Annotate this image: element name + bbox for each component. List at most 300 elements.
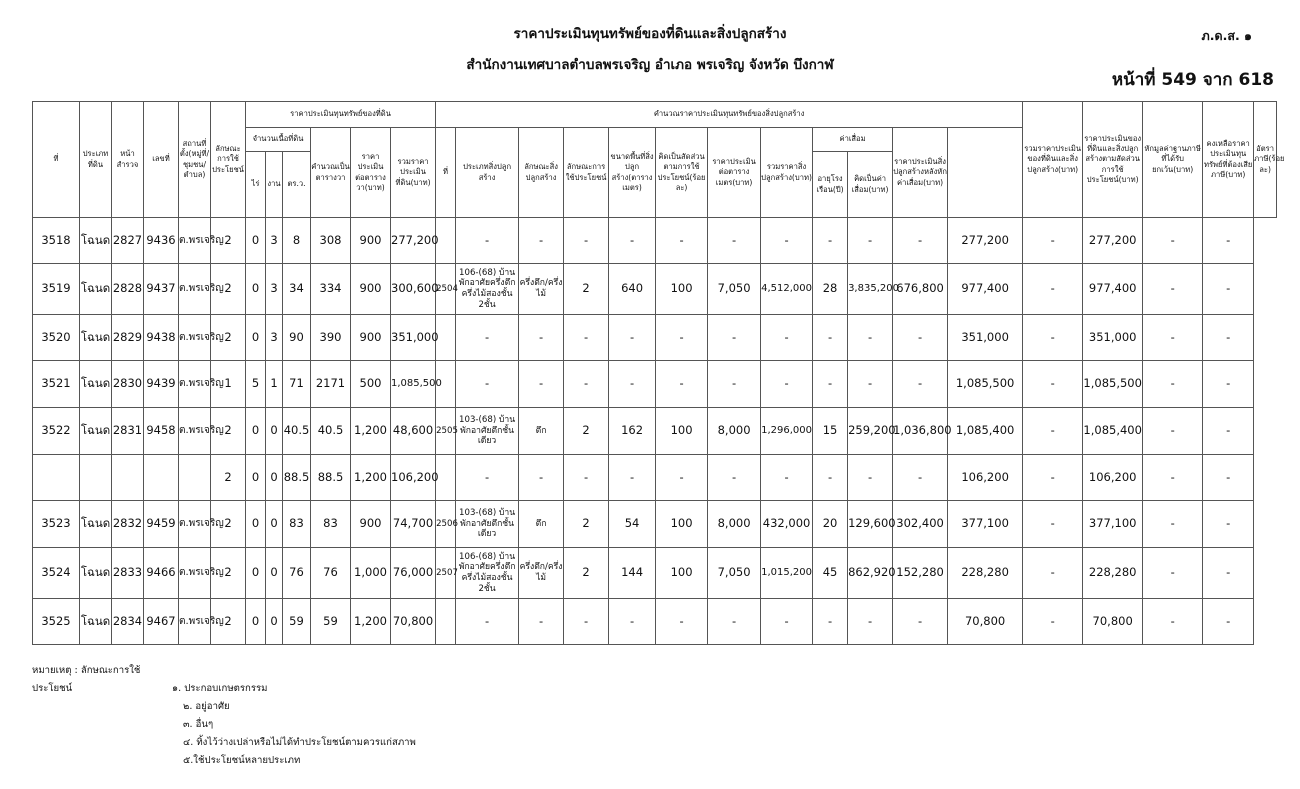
cell-deduction: 1,085,400: [1083, 408, 1143, 455]
cell-remaining: -: [1143, 408, 1203, 455]
cell-rai: 0: [246, 455, 266, 501]
cell-remaining: -: [1143, 455, 1203, 501]
cell-b-usage: 2: [564, 501, 609, 548]
cell-rai: 0: [246, 315, 266, 361]
cell-survey: 2830: [112, 361, 144, 408]
cell-total-all: 377,100: [948, 501, 1023, 548]
cell-b-total: -: [761, 599, 813, 645]
cell-b-ratio: -: [656, 599, 708, 645]
cell-wa: 71: [283, 361, 311, 408]
cell-proportion: -: [1023, 548, 1083, 599]
cell-b-style: -: [519, 315, 564, 361]
note-item: ๑. ประกอบเกษตรกรรม: [172, 683, 268, 694]
cell-b-usage: 2: [564, 264, 609, 315]
cell-total-all: 228,280: [948, 548, 1023, 599]
cell-proportion: -: [1023, 218, 1083, 264]
col-no-header: ที่: [33, 102, 80, 218]
cell-total-all: 977,400: [948, 264, 1023, 315]
cell-no: 3524: [33, 548, 80, 599]
cell-b-usage: -: [564, 599, 609, 645]
cell-b-style: -: [519, 599, 564, 645]
cell-deduction: 977,400: [1083, 264, 1143, 315]
table-row: [33, 218, 1277, 264]
cell-b-size: 640: [609, 264, 656, 315]
cell-b-ratio: -: [656, 361, 708, 408]
cell-price: 1,000: [351, 548, 391, 599]
col-deduction-header: หักมูลค่าฐานภาษีที่ได้รับยกเว้น(บาท): [1143, 102, 1203, 218]
cell-land-total: 48,600: [391, 408, 436, 455]
cell-b-size: -: [609, 315, 656, 361]
cell-b-no: 2505: [436, 408, 456, 455]
col-after-dep-header: ราคาประเมินสิ่งปลูกสร้างหลังหักค่าเสื่อม(บาท): [893, 128, 948, 218]
cell-b-style: -: [519, 218, 564, 264]
cell-after-dep: -: [893, 361, 948, 408]
cell-land-type: โฉนด: [80, 408, 112, 455]
cell-b-total: -: [761, 315, 813, 361]
cell-proportion: -: [1023, 599, 1083, 645]
cell-dep: 259,200: [848, 408, 893, 455]
cell-number: [144, 455, 179, 501]
cell-age: -: [813, 455, 848, 501]
cell-ngan: 0: [266, 408, 283, 455]
cell-proportion: -: [1023, 408, 1083, 455]
col-b-size-header: ขนาดพื้นที่สิ่งปลูกสร้าง(ตารางเมตร): [609, 128, 656, 218]
cell-deduction: 106,200: [1083, 455, 1143, 501]
cell-location: ต.พรเจริญ: [179, 408, 211, 455]
cell-proportion: -: [1023, 361, 1083, 408]
cell-tax: -: [1203, 455, 1254, 501]
assessment-table: [32, 101, 1285, 645]
cell-dep: -: [848, 218, 893, 264]
cell-dep: 862,920: [848, 548, 893, 599]
col-building-type-header: ประเภทสิ่งปลูกสร้าง: [456, 128, 519, 218]
col-land-total-header: รวมราคาประเมินที่ดิน(บาท): [391, 128, 436, 218]
cell-tax: -: [1203, 218, 1254, 264]
note-item: ๕.ใช้ประโยชน์หลายประเภท: [183, 755, 301, 766]
cell-proportion: -: [1023, 315, 1083, 361]
cell-rai: 0: [246, 599, 266, 645]
table-row: [33, 315, 1277, 361]
cell-b-usage: -: [564, 361, 609, 408]
cell-b-size: 54: [609, 501, 656, 548]
cell-after-dep: -: [893, 599, 948, 645]
cell-ngan: 0: [266, 455, 283, 501]
cell-deduction: 1,085,500: [1083, 361, 1143, 408]
col-tax-rate-header: อัตราภาษี(ร้อยละ): [1254, 102, 1277, 218]
table-row: [33, 361, 1277, 408]
cell-b-no: 2504: [436, 264, 456, 315]
cell-land-type: โฉนด: [80, 501, 112, 548]
group-depreciation-header: ค่าเสื่อม: [813, 128, 893, 152]
table-row: [33, 501, 1277, 548]
cell-survey: 2829: [112, 315, 144, 361]
cell-b-size: 144: [609, 548, 656, 599]
cell-number: 9438: [144, 315, 179, 361]
cell-no: 3521: [33, 361, 80, 408]
cell-land-type: โฉนด: [80, 548, 112, 599]
cell-deduction: 70,800: [1083, 599, 1143, 645]
cell-wa: 88.5: [283, 455, 311, 501]
cell-after-dep: -: [893, 218, 948, 264]
cell-land-type: โฉนด: [80, 218, 112, 264]
cell-no: 3519: [33, 264, 80, 315]
cell-usage: 1: [211, 361, 246, 408]
cell-ngan: 3: [266, 218, 283, 264]
note-item: ๒. อยู่อาศัย: [183, 701, 230, 712]
cell-wa: 76: [283, 548, 311, 599]
cell-location: ต.พรเจริญ: [179, 501, 211, 548]
cell-age: 45: [813, 548, 848, 599]
cell-calc: 83: [311, 501, 351, 548]
cell-remaining: -: [1143, 218, 1203, 264]
cell-b-price: -: [708, 361, 761, 408]
cell-ngan: 0: [266, 548, 283, 599]
cell-b-ratio: 100: [656, 501, 708, 548]
cell-age: -: [813, 599, 848, 645]
cell-age: 15: [813, 408, 848, 455]
cell-b-price: -: [708, 455, 761, 501]
cell-b-type: -: [456, 455, 519, 501]
cell-calc: 59: [311, 599, 351, 645]
cell-calc: 2171: [311, 361, 351, 408]
cell-age: -: [813, 315, 848, 361]
cell-wa: 40.5: [283, 408, 311, 455]
cell-b-style: ครึ่งตึก/ครึ่งไม้: [519, 548, 564, 599]
cell-land-total: 300,600: [391, 264, 436, 315]
cell-dep: -: [848, 315, 893, 361]
cell-land-type: โฉนด: [80, 361, 112, 408]
cell-number: 9458: [144, 408, 179, 455]
col-remaining-header: คงเหลือราคาประเมินทุนทรัพย์ที่ต้องเสียภาษี(บาท): [1203, 102, 1254, 218]
cell-usage: 2: [211, 315, 246, 361]
cell-number: 9459: [144, 501, 179, 548]
cell-dep: -: [848, 455, 893, 501]
cell-no: 3525: [33, 599, 80, 645]
col-b-no-header: ที่: [436, 128, 456, 218]
cell-after-dep: 676,800: [893, 264, 948, 315]
cell-tax: -: [1203, 548, 1254, 599]
cell-b-size: -: [609, 218, 656, 264]
cell-b-style: -: [519, 455, 564, 501]
cell-land-total: 106,200: [391, 455, 436, 501]
cell-rai: 0: [246, 501, 266, 548]
col-rai-header: ไร่: [246, 152, 266, 218]
col-location-header: สถานที่ตั้ง(หมู่ที่/ชุมชน/ตำบล): [179, 102, 211, 218]
cell-land-type: โฉนด: [80, 599, 112, 645]
cell-survey: 2833: [112, 548, 144, 599]
cell-survey: 2832: [112, 501, 144, 548]
col-land-type-header: ประเภทที่ดิน: [80, 102, 112, 218]
cell-rai: 0: [246, 408, 266, 455]
cell-calc: 390: [311, 315, 351, 361]
col-price-sqwa-header: ราคาประเมินต่อตารางวา(บาท): [351, 128, 391, 218]
cell-b-total: 1,015,200: [761, 548, 813, 599]
cell-number: 9436: [144, 218, 179, 264]
form-code: ภ.ด.ส. ๑: [1201, 28, 1252, 43]
cell-location: ต.พรเจริญ: [179, 361, 211, 408]
cell-ngan: 0: [266, 501, 283, 548]
cell-b-type: -: [456, 315, 519, 361]
cell-b-size: 162: [609, 408, 656, 455]
cell-calc: 88.5: [311, 455, 351, 501]
cell-land-total: 351,000: [391, 315, 436, 361]
cell-land-total: 74,700: [391, 501, 436, 548]
cell-wa: 83: [283, 501, 311, 548]
cell-b-usage: -: [564, 218, 609, 264]
cell-price: 1,200: [351, 599, 391, 645]
col-building-style-header: ลักษณะสิ่งปลูกสร้าง: [519, 128, 564, 218]
cell-b-type: 106-(68) บ้านพักอาศัยครึ่งตึกครึ่งไม้สองชั้น 2ชั้น: [456, 264, 519, 315]
cell-b-size: -: [609, 455, 656, 501]
cell-b-no: [436, 218, 456, 264]
table-row: [33, 599, 1277, 645]
cell-wa: 90: [283, 315, 311, 361]
cell-b-total: 4,512,000: [761, 264, 813, 315]
cell-b-price: 8,000: [708, 408, 761, 455]
cell-b-usage: 2: [564, 548, 609, 599]
cell-b-type: 103-(68) บ้านพักอาศัยตึกชั้นเดียว: [456, 408, 519, 455]
cell-total-all: 70,800: [948, 599, 1023, 645]
cell-price: 1,200: [351, 455, 391, 501]
cell-calc: 40.5: [311, 408, 351, 455]
cell-survey: 2834: [112, 599, 144, 645]
cell-location: ต.พรเจริญ: [179, 264, 211, 315]
cell-age: -: [813, 361, 848, 408]
cell-b-no: [436, 599, 456, 645]
col-proportion-header: ราคาประเมินของที่ดินและสิ่งปลูกสร้างตามสัดส่วนการใช้ประโยชน์(บาท): [1083, 102, 1143, 218]
cell-b-style: ครึ่งตึก/ครึ่งไม้: [519, 264, 564, 315]
cell-remaining: -: [1143, 264, 1203, 315]
cell-b-ratio: -: [656, 315, 708, 361]
cell-number: 9439: [144, 361, 179, 408]
group-building-header: คำนวณราคาประเมินทุนทรัพย์ของสิ่งปลูกสร้าง: [436, 102, 1023, 128]
cell-b-no: [436, 455, 456, 501]
cell-number: 9466: [144, 548, 179, 599]
cell-survey: 2828: [112, 264, 144, 315]
cell-b-total: -: [761, 455, 813, 501]
cell-usage: 2: [211, 455, 246, 501]
cell-location: ต.พรเจริญ: [179, 218, 211, 264]
note-item: ๔. ทิ้งไว้ว่างเปล่าหรือไม่ได้ทำประโยชน์ตามควรแก่สภาพ: [183, 737, 416, 748]
cell-b-price: -: [708, 218, 761, 264]
cell-after-dep: 302,400: [893, 501, 948, 548]
cell-total-all: 277,200: [948, 218, 1023, 264]
col-b-ratio-header: คิดเป็นสัดส่วนตามการใช้ประโยชน์(ร้อยละ): [656, 128, 708, 218]
cell-wa: 59: [283, 599, 311, 645]
cell-proportion: -: [1023, 455, 1083, 501]
cell-calc: 76: [311, 548, 351, 599]
col-b-price-header: ราคาประเมินต่อตารางเมตร(บาท): [708, 128, 761, 218]
cell-b-total: 1,296,000: [761, 408, 813, 455]
cell-b-price: -: [708, 599, 761, 645]
cell-number: 9467: [144, 599, 179, 645]
col-number-header: เลขที่: [144, 102, 179, 218]
col-ngan-header: งาน: [266, 152, 283, 218]
cell-price: 500: [351, 361, 391, 408]
cell-remaining: -: [1143, 315, 1203, 361]
cell-land-total: 70,800: [391, 599, 436, 645]
cell-b-price: 7,050: [708, 264, 761, 315]
group-land-header: ราคาประเมินทุนทรัพย์ของที่ดิน: [246, 102, 436, 128]
cell-b-size: -: [609, 599, 656, 645]
col-usage-header: ลักษณะการใช้ประโยชน์: [211, 102, 246, 218]
cell-age: -: [813, 218, 848, 264]
cell-b-no: [436, 315, 456, 361]
cell-location: ต.พรเจริญ: [179, 315, 211, 361]
cell-b-type: 103-(68) บ้านพักอาศัยตึกชั้นเดียว: [456, 501, 519, 548]
cell-deduction: 228,280: [1083, 548, 1143, 599]
cell-tax: -: [1203, 599, 1254, 645]
col-total-all-header: รวมราคาประเมินของที่ดินและสิ่งปลูกสร้าง(บาท): [1023, 102, 1083, 218]
cell-proportion: -: [1023, 501, 1083, 548]
cell-age: 20: [813, 501, 848, 548]
cell-deduction: 377,100: [1083, 501, 1143, 548]
col-b-total-header: รวมราคาสิ่งปลูกสร้าง(บาท): [761, 128, 813, 218]
cell-rai: 0: [246, 264, 266, 315]
cell-remaining: -: [1143, 599, 1203, 645]
cell-after-dep: -: [893, 455, 948, 501]
cell-land-type: โฉนด: [80, 315, 112, 361]
cell-b-total: -: [761, 218, 813, 264]
page-info: หน้าที่ 549 จาก 618: [1111, 70, 1274, 90]
col-age-header: อายุโรงเรือน(ปี): [813, 152, 848, 218]
notes-label: หมายเหตุ : ลักษณะการใช้ประโยชน์: [32, 665, 141, 694]
cell-b-ratio: -: [656, 218, 708, 264]
group-area-header: จำนวนเนื้อที่ดิน: [246, 128, 311, 152]
col-calc-sqwa-header: คำนวณเป็นตารางวา: [311, 128, 351, 218]
cell-b-type: -: [456, 599, 519, 645]
cell-land-total: 76,000: [391, 548, 436, 599]
table-row: [33, 548, 1277, 599]
cell-b-type: 106-(68) บ้านพักอาศัยครึ่งตึกครึ่งไม้สองชั้น 2ชั้น: [456, 548, 519, 599]
cell-no: 3523: [33, 501, 80, 548]
table-row: [33, 408, 1277, 455]
notes-section: [32, 662, 416, 770]
note-item: ๓. อื่นๆ: [183, 719, 214, 730]
cell-usage: 2: [211, 408, 246, 455]
cell-price: 900: [351, 315, 391, 361]
cell-rai: 0: [246, 548, 266, 599]
col-survey-page-header: หน้าสำรวจ: [112, 102, 144, 218]
cell-rai: 5: [246, 361, 266, 408]
cell-after-dep: 152,280: [893, 548, 948, 599]
cell-rai: 0: [246, 218, 266, 264]
cell-proportion: -: [1023, 264, 1083, 315]
document-subtitle: สำนักงานเทศบาลตำบลพรเจริญ อำเภอ พรเจริญ จังหวัด บึงกาฬ: [466, 57, 834, 73]
cell-dep: 129,600: [848, 501, 893, 548]
col-wa-header: ตร.ว.: [283, 152, 311, 218]
table-row: [33, 455, 1277, 501]
cell-remaining: -: [1143, 501, 1203, 548]
cell-b-type: -: [456, 361, 519, 408]
cell-ngan: 3: [266, 315, 283, 361]
cell-b-ratio: 100: [656, 264, 708, 315]
table-row: [33, 264, 1277, 315]
cell-total-all: 1,085,500: [948, 361, 1023, 408]
cell-b-usage: -: [564, 455, 609, 501]
cell-price: 900: [351, 264, 391, 315]
cell-land-total: 1,085,500: [391, 361, 436, 408]
cell-total-all: 106,200: [948, 455, 1023, 501]
cell-b-no: 2507: [436, 548, 456, 599]
cell-b-ratio: 100: [656, 548, 708, 599]
cell-total-all: 1,085,400: [948, 408, 1023, 455]
cell-price: 900: [351, 501, 391, 548]
cell-b-style: -: [519, 361, 564, 408]
cell-b-price: 7,050: [708, 548, 761, 599]
cell-b-total: 432,000: [761, 501, 813, 548]
cell-b-ratio: -: [656, 455, 708, 501]
cell-calc: 334: [311, 264, 351, 315]
cell-no: [33, 455, 80, 501]
cell-tax: -: [1203, 408, 1254, 455]
cell-b-usage: 2: [564, 408, 609, 455]
cell-b-type: -: [456, 218, 519, 264]
document-title: ราคาประเมินทุนทรัพย์ของที่ดินและสิ่งปลูกสร้าง: [513, 26, 787, 42]
cell-b-no: 2506: [436, 501, 456, 548]
cell-location: ต.พรเจริญ: [179, 548, 211, 599]
col-b-usage-header: ลักษณะการใช้ประโยชน์: [564, 128, 609, 218]
cell-remaining: -: [1143, 361, 1203, 408]
cell-ngan: 1: [266, 361, 283, 408]
cell-no: 3518: [33, 218, 80, 264]
cell-price: 900: [351, 218, 391, 264]
cell-no: 3522: [33, 408, 80, 455]
cell-usage: 2: [211, 264, 246, 315]
cell-price: 1,200: [351, 408, 391, 455]
cell-wa: 34: [283, 264, 311, 315]
cell-b-price: 8,000: [708, 501, 761, 548]
cell-deduction: 277,200: [1083, 218, 1143, 264]
cell-b-style: ตึก: [519, 408, 564, 455]
cell-wa: 8: [283, 218, 311, 264]
cell-age: 28: [813, 264, 848, 315]
cell-dep: -: [848, 361, 893, 408]
cell-b-total: -: [761, 361, 813, 408]
cell-survey: [112, 455, 144, 501]
cell-land-type: โฉนด: [80, 264, 112, 315]
cell-calc: 308: [311, 218, 351, 264]
cell-b-price: -: [708, 315, 761, 361]
cell-b-size: -: [609, 361, 656, 408]
cell-no: 3520: [33, 315, 80, 361]
cell-ngan: 3: [266, 264, 283, 315]
cell-usage: 2: [211, 501, 246, 548]
cell-usage: 2: [211, 218, 246, 264]
cell-dep: 3,835,200: [848, 264, 893, 315]
cell-land-total: 277,200: [391, 218, 436, 264]
cell-dep: -: [848, 599, 893, 645]
cell-ngan: 0: [266, 599, 283, 645]
cell-usage: 2: [211, 599, 246, 645]
cell-deduction: 351,000: [1083, 315, 1143, 361]
cell-total-all: 351,000: [948, 315, 1023, 361]
cell-b-style: ตึก: [519, 501, 564, 548]
cell-land-type: [80, 455, 112, 501]
cell-b-ratio: 100: [656, 408, 708, 455]
cell-tax: -: [1203, 501, 1254, 548]
cell-after-dep: 1,036,800: [893, 408, 948, 455]
cell-tax: -: [1203, 264, 1254, 315]
cell-location: ต.พรเจริญ: [179, 599, 211, 645]
cell-b-usage: -: [564, 315, 609, 361]
cell-usage: 2: [211, 548, 246, 599]
cell-tax: -: [1203, 361, 1254, 408]
cell-tax: -: [1203, 315, 1254, 361]
cell-location: [179, 455, 211, 501]
col-dep-value-header: คิดเป็นค่าเสื่อม(บาท): [848, 152, 893, 218]
cell-after-dep: -: [893, 315, 948, 361]
